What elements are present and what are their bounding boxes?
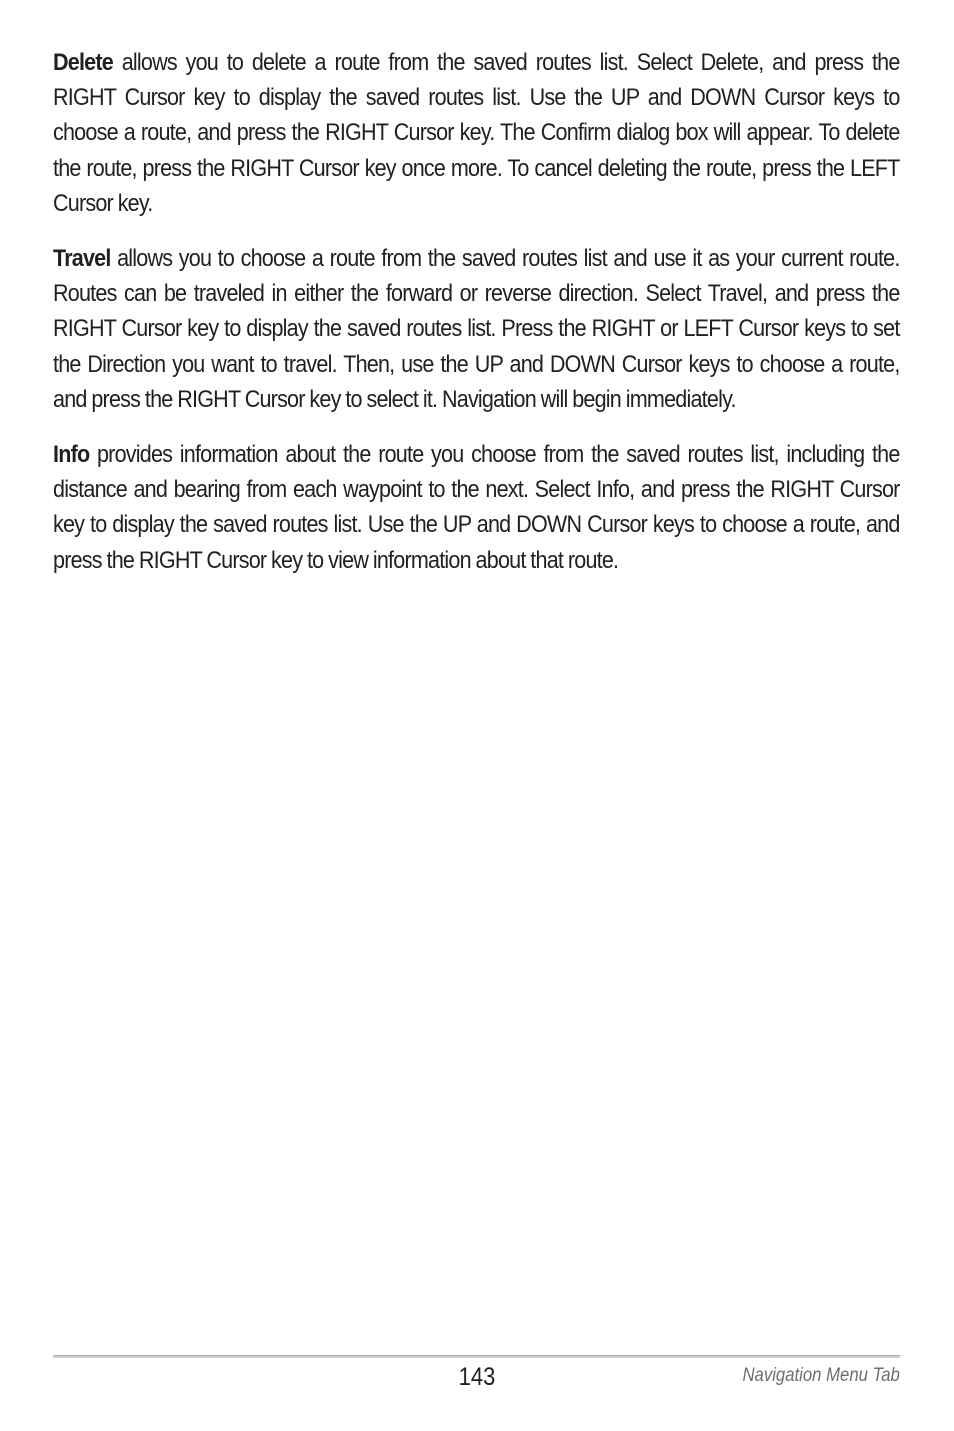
- term-delete: Delete: [53, 49, 113, 76]
- paragraph-travel-text: allows you to choose a route from the saved routes list and use it as your current route. Routes can be traveled in either the forward or reverse direction. Select Travel, and press the RIGHT Cursor key to display the saved routes list. Press the RIGHT or LEFT Cursor keys to set the Direction you want to travel. Then, use the UP and DOWN Cursor keys to choose a route, and press the RIGHT Cursor key to select it. Navigation will begin immediately.: [53, 245, 900, 413]
- paragraph-delete: [53, 45, 900, 221]
- page-number: 143: [458, 1363, 496, 1391]
- paragraph-info: [53, 437, 900, 578]
- paragraph-info-text: provides information about the route you choose from the saved routes list, including the distance and bearing from each waypoint to the next. Select Info, and press the RIGHT Cursor key to display the saved routes list. Use the UP and DOWN Cursor keys to choose a route, and press the RIGHT Cursor key to view information about that route.: [53, 441, 900, 574]
- paragraph-delete-text: allows you to delete a route from the saved routes list. Select Delete, and press the RIGHT Cursor key to display the saved routes list. Use the UP and DOWN Cursor keys to choose a route, and press the RIGHT Cursor key. The Confirm dialog box will appear. To delete the route, press the RIGHT Cursor key once more. To cancel deleting the route, press the LEFT Cursor key.: [53, 49, 900, 217]
- section-title: Navigation Menu Tab: [742, 1365, 900, 1386]
- term-info: Info: [53, 441, 90, 469]
- page-body: [53, 45, 900, 598]
- footer-divider: [53, 1355, 900, 1358]
- paragraph-travel: [53, 241, 900, 417]
- term-travel: Travel: [53, 245, 111, 273]
